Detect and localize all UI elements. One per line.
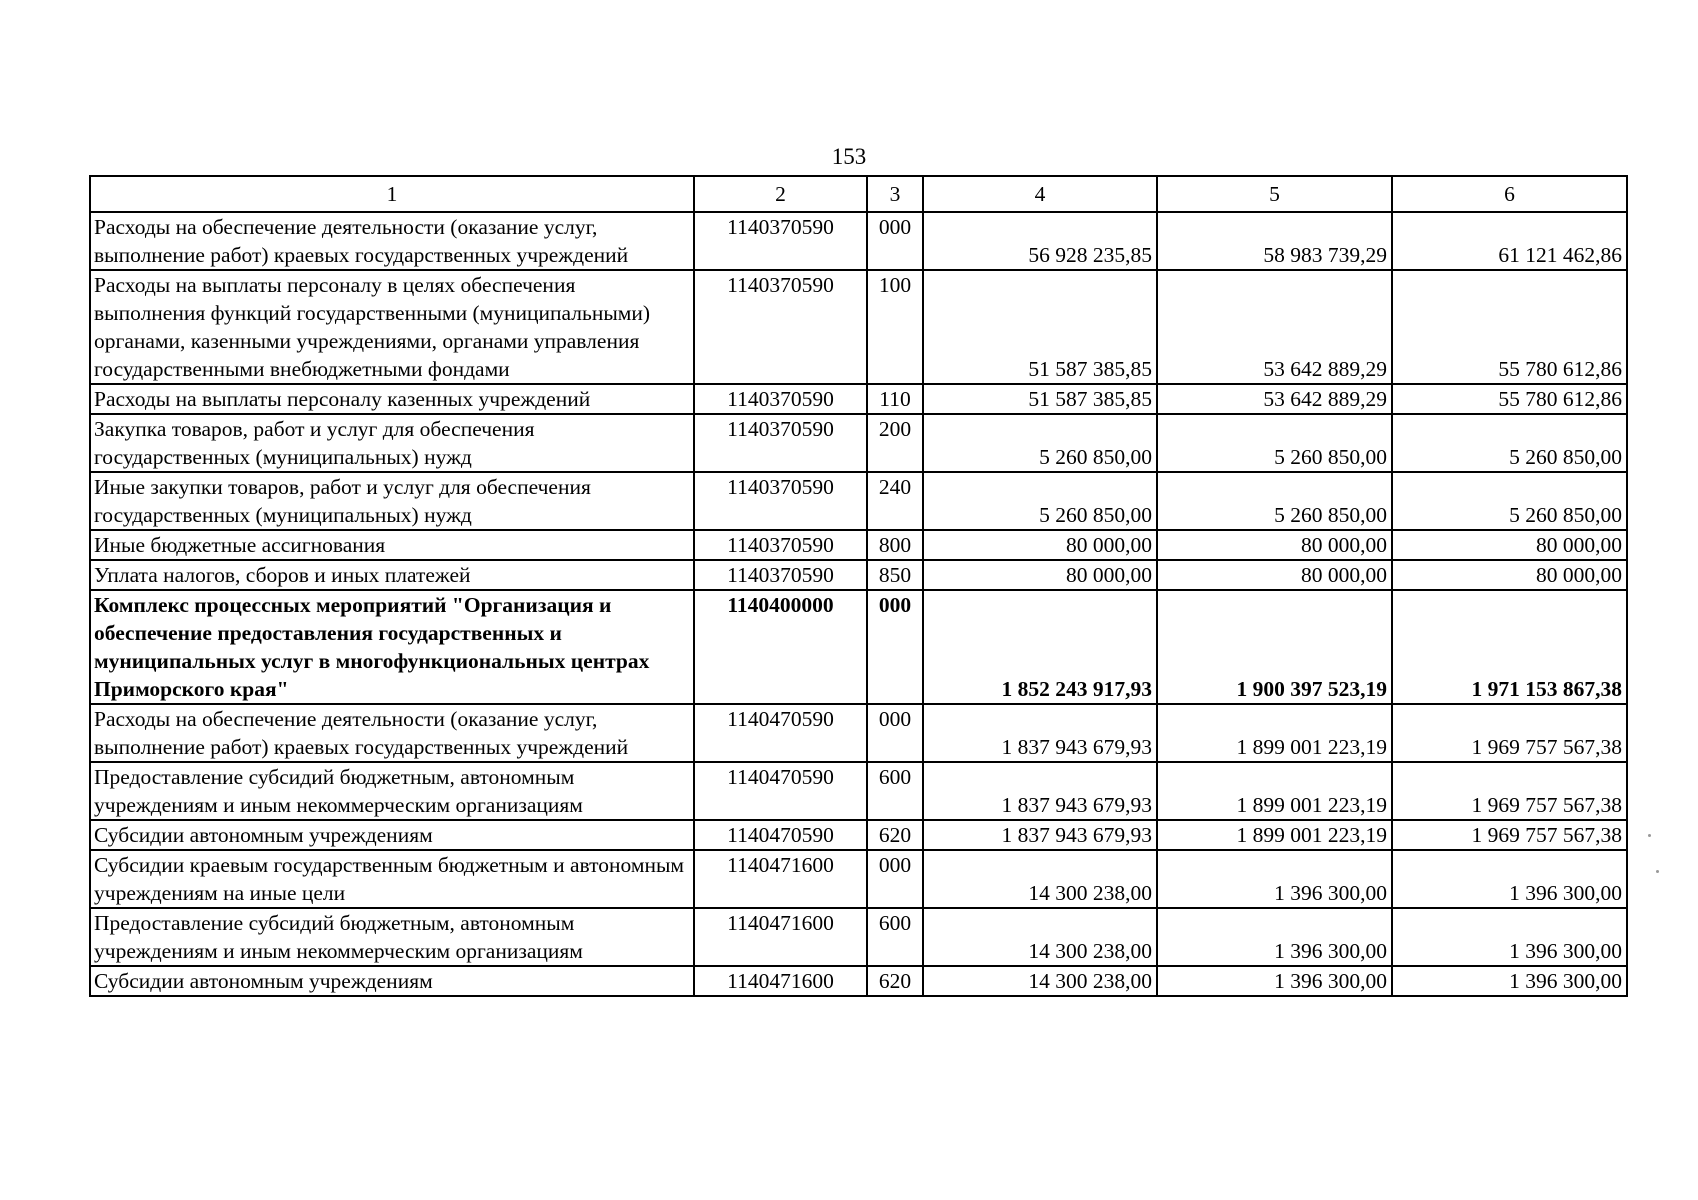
row-type: 240 [867, 472, 923, 530]
row-amount-6: 80 000,00 [1392, 560, 1627, 590]
table-row [90, 820, 1627, 850]
row-name: Расходы на выплаты персоналу казенных учреждений [90, 384, 694, 414]
row-code: 1140470590 [694, 704, 867, 762]
row-name: Иные закупки товаров, работ и услуг для обеспечения государственных (муниципальных) нужд [90, 472, 694, 530]
row-amount-6: 61 121 462,86 [1392, 212, 1627, 270]
row-type: 000 [867, 590, 923, 704]
row-name: Иные бюджетные ассигнования [90, 530, 694, 560]
row-code: 1140370590 [694, 384, 867, 414]
row-code: 1140471600 [694, 966, 867, 996]
row-amount-5: 80 000,00 [1157, 530, 1392, 560]
row-name: Расходы на обеспечение деятельности (оказание услуг, выполнение работ) краевых государственных учреждений [90, 212, 694, 270]
row-type: 850 [867, 560, 923, 590]
scan-speck [1656, 870, 1659, 873]
row-type: 600 [867, 762, 923, 820]
row-amount-4: 56 928 235,85 [923, 212, 1157, 270]
row-name: Предоставление субсидий бюджетным, автономным учреждениям и иным некоммерческим организациям [90, 762, 694, 820]
row-amount-4: 14 300 238,00 [923, 966, 1157, 996]
header-cell-1: 1 [90, 176, 694, 212]
header-cell-3: 3 [867, 176, 923, 212]
table-row [90, 212, 1627, 270]
row-amount-6: 5 260 850,00 [1392, 414, 1627, 472]
row-amount-4: 1 837 943 679,93 [923, 762, 1157, 820]
row-amount-4: 5 260 850,00 [923, 414, 1157, 472]
row-type: 000 [867, 850, 923, 908]
table-row [90, 384, 1627, 414]
row-amount-5: 1 396 300,00 [1157, 908, 1392, 966]
row-amount-5: 5 260 850,00 [1157, 414, 1392, 472]
row-name: Субсидии автономным учреждениям [90, 966, 694, 996]
row-name: Уплата налогов, сборов и иных платежей [90, 560, 694, 590]
row-amount-5: 1 899 001 223,19 [1157, 762, 1392, 820]
row-amount-5: 1 900 397 523,19 [1157, 590, 1392, 704]
row-amount-4: 51 587 385,85 [923, 270, 1157, 384]
row-code: 1140470590 [694, 820, 867, 850]
row-amount-6: 1 396 300,00 [1392, 908, 1627, 966]
table-row-section [90, 590, 1627, 704]
row-type: 110 [867, 384, 923, 414]
row-type: 200 [867, 414, 923, 472]
row-name: Субсидии автономным учреждениям [90, 820, 694, 850]
header-cell-4: 4 [923, 176, 1157, 212]
row-amount-6: 55 780 612,86 [1392, 270, 1627, 384]
row-amount-4: 1 837 943 679,93 [923, 704, 1157, 762]
row-code: 1140470590 [694, 762, 867, 820]
row-amount-4: 1 837 943 679,93 [923, 820, 1157, 850]
row-code: 1140370590 [694, 530, 867, 560]
row-amount-5: 80 000,00 [1157, 560, 1392, 590]
row-type: 600 [867, 908, 923, 966]
row-amount-6: 5 260 850,00 [1392, 472, 1627, 530]
row-amount-5: 58 983 739,29 [1157, 212, 1392, 270]
row-amount-5: 1 899 001 223,19 [1157, 820, 1392, 850]
row-amount-4: 14 300 238,00 [923, 908, 1157, 966]
row-amount-4: 5 260 850,00 [923, 472, 1157, 530]
row-type: 000 [867, 212, 923, 270]
row-name: Закупка товаров, работ и услуг для обеспечения государственных (муниципальных) нужд [90, 414, 694, 472]
row-amount-5: 53 642 889,29 [1157, 384, 1392, 414]
row-amount-6: 1 971 153 867,38 [1392, 590, 1627, 704]
row-amount-4: 51 587 385,85 [923, 384, 1157, 414]
row-type: 620 [867, 820, 923, 850]
row-name: Субсидии краевым государственным бюджетным и автономным учреждениям на иные цели [90, 850, 694, 908]
row-name: Расходы на обеспечение деятельности (оказание услуг, выполнение работ) краевых государственных учреждений [90, 704, 694, 762]
row-name: Расходы на выплаты персоналу в целях обеспечения выполнения функций государственными (муниципальными) органами, казенными учреждениями, органами управления государственными внебюджетными фондами [90, 270, 694, 384]
header-cell-6: 6 [1392, 176, 1627, 212]
row-type: 000 [867, 704, 923, 762]
row-type: 620 [867, 966, 923, 996]
row-code: 1140370590 [694, 212, 867, 270]
table-row [90, 530, 1627, 560]
row-amount-6: 1 396 300,00 [1392, 850, 1627, 908]
row-amount-4: 80 000,00 [923, 560, 1157, 590]
row-code: 1140471600 [694, 850, 867, 908]
row-amount-4: 80 000,00 [923, 530, 1157, 560]
row-code: 1140370590 [694, 270, 867, 384]
row-name: Комплекс процессных мероприятий "Организация и обеспечение предоставления государственных и муниципальных услуг в многофункциональных центрах Приморского края" [90, 590, 694, 704]
row-amount-6: 1 969 757 567,38 [1392, 704, 1627, 762]
table-row [90, 270, 1627, 384]
scan-speck [1648, 834, 1651, 837]
row-code: 1140370590 [694, 472, 867, 530]
row-amount-5: 1 396 300,00 [1157, 966, 1392, 996]
row-code: 1140400000 [694, 590, 867, 704]
row-amount-6: 55 780 612,86 [1392, 384, 1627, 414]
table-row [90, 908, 1627, 966]
table-row [90, 966, 1627, 996]
row-amount-4: 14 300 238,00 [923, 850, 1157, 908]
row-amount-6: 1 969 757 567,38 [1392, 762, 1627, 820]
row-amount-6: 1 969 757 567,38 [1392, 820, 1627, 850]
budget-table [89, 175, 1628, 997]
table-row [90, 560, 1627, 590]
page-number: 153 [831, 144, 867, 169]
table-header-row [90, 176, 1627, 212]
row-code: 1140370590 [694, 414, 867, 472]
table-row [90, 472, 1627, 530]
row-amount-6: 1 396 300,00 [1392, 966, 1627, 996]
row-type: 800 [867, 530, 923, 560]
row-name: Предоставление субсидий бюджетным, автономным учреждениям и иным некоммерческим организациям [90, 908, 694, 966]
row-amount-5: 53 642 889,29 [1157, 270, 1392, 384]
table-row [90, 762, 1627, 820]
row-amount-5: 1 899 001 223,19 [1157, 704, 1392, 762]
row-code: 1140370590 [694, 560, 867, 590]
row-code: 1140471600 [694, 908, 867, 966]
table-row [90, 850, 1627, 908]
table-row [90, 704, 1627, 762]
table-row [90, 414, 1627, 472]
row-amount-6: 80 000,00 [1392, 530, 1627, 560]
row-amount-4: 1 852 243 917,93 [923, 590, 1157, 704]
row-amount-5: 5 260 850,00 [1157, 472, 1392, 530]
row-amount-5: 1 396 300,00 [1157, 850, 1392, 908]
header-cell-2: 2 [694, 176, 867, 212]
header-cell-5: 5 [1157, 176, 1392, 212]
row-type: 100 [867, 270, 923, 384]
